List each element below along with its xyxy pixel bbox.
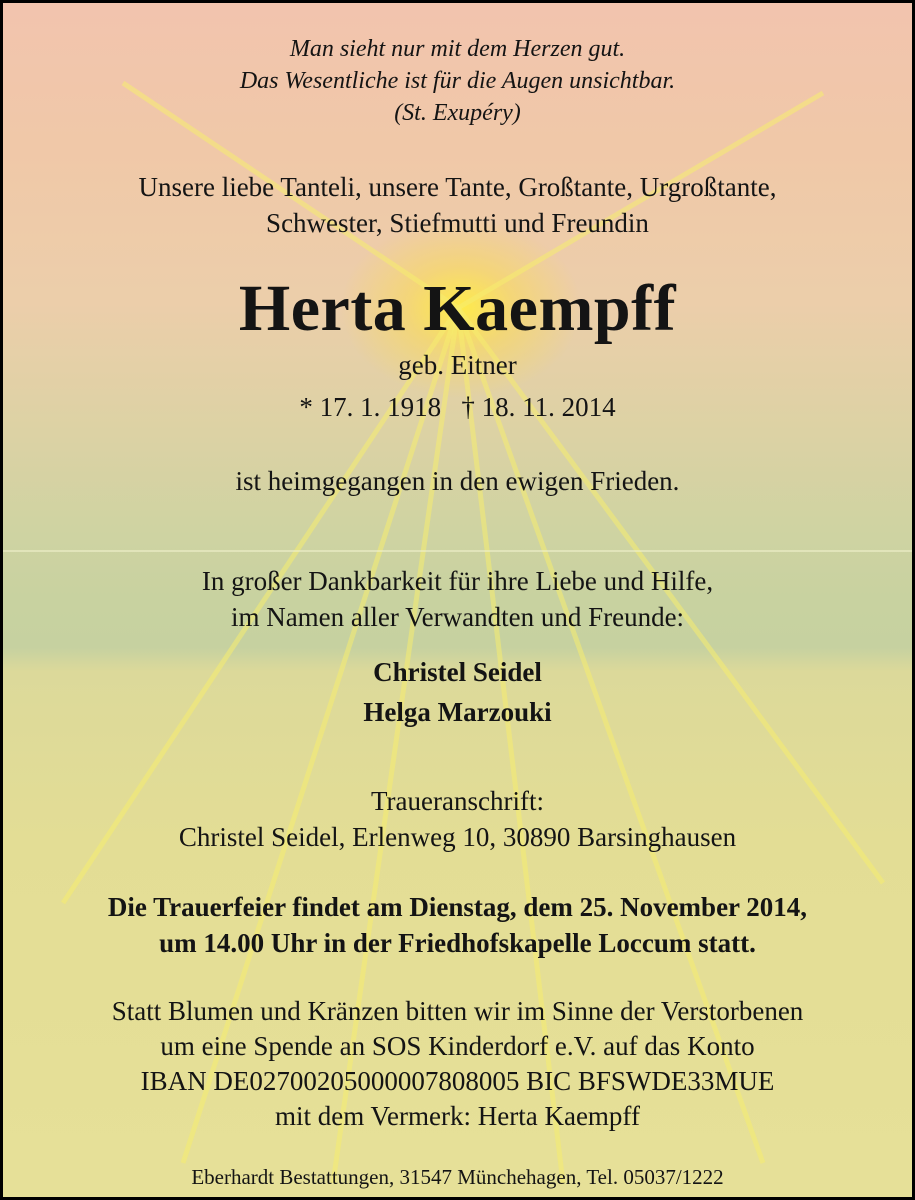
address-value: Christel Seidel, Erlenweg 10, 30890 Barsinghausen bbox=[178, 822, 737, 852]
donation-line-2: um eine Spende an SOS Kinderdorf e.V. auf das Konto bbox=[160, 1031, 755, 1061]
donation-iban: IBAN DE02700205000007808005 BIC BFSWDE33MUE bbox=[140, 1066, 775, 1096]
quote-author: (St. Exupéry) bbox=[394, 100, 521, 126]
address-label: Traueranschrift: bbox=[371, 786, 544, 816]
life-dates: * 17. 1. 1918 † 18. 11. 2014 bbox=[299, 392, 616, 422]
quote-line-2: Das Wesentliche ist für die Augen unsichtbar. bbox=[239, 68, 676, 94]
maiden-name: geb. Eitner bbox=[398, 350, 517, 380]
mourner-name: Christel Seidel bbox=[373, 657, 542, 687]
intro-line-1: Unsere liebe Tanteli, unsere Tante, Großtante, Urgroßtante, bbox=[138, 172, 777, 202]
gratitude-line-1: In großer Dankbarkeit für ihre Liebe und Hilfe, bbox=[201, 566, 714, 596]
mourner-name: Helga Marzouki bbox=[363, 697, 552, 727]
donation-line-4: mit dem Vermerk: Herta Kaempff bbox=[275, 1101, 640, 1131]
intro-line-2: Schwester, Stiefmutti und Freundin bbox=[266, 208, 649, 238]
passing-statement: ist heimgegangen in den ewigen Frieden. bbox=[235, 466, 680, 496]
gratitude-line-2: im Namen aller Verwandten und Freunde: bbox=[230, 602, 685, 632]
deceased-name: Herta Kaempff bbox=[238, 272, 677, 345]
donation-line-1: Statt Blumen und Kränzen bitten wir im Sinne der Verstorbenen bbox=[111, 996, 804, 1026]
ceremony-line-2: um 14.00 Uhr in der Friedhofskapelle Loccum statt. bbox=[159, 928, 756, 958]
funeral-home-footer: Eberhardt Bestattungen, 31547 Münchehagen, Tel. 05037/1222 bbox=[191, 1165, 724, 1189]
quote-line-1: Man sieht nur mit dem Herzen gut. bbox=[289, 36, 626, 62]
ceremony-line-1: Die Trauerfeier findet am Dienstag, dem 25. November 2014, bbox=[107, 892, 808, 922]
